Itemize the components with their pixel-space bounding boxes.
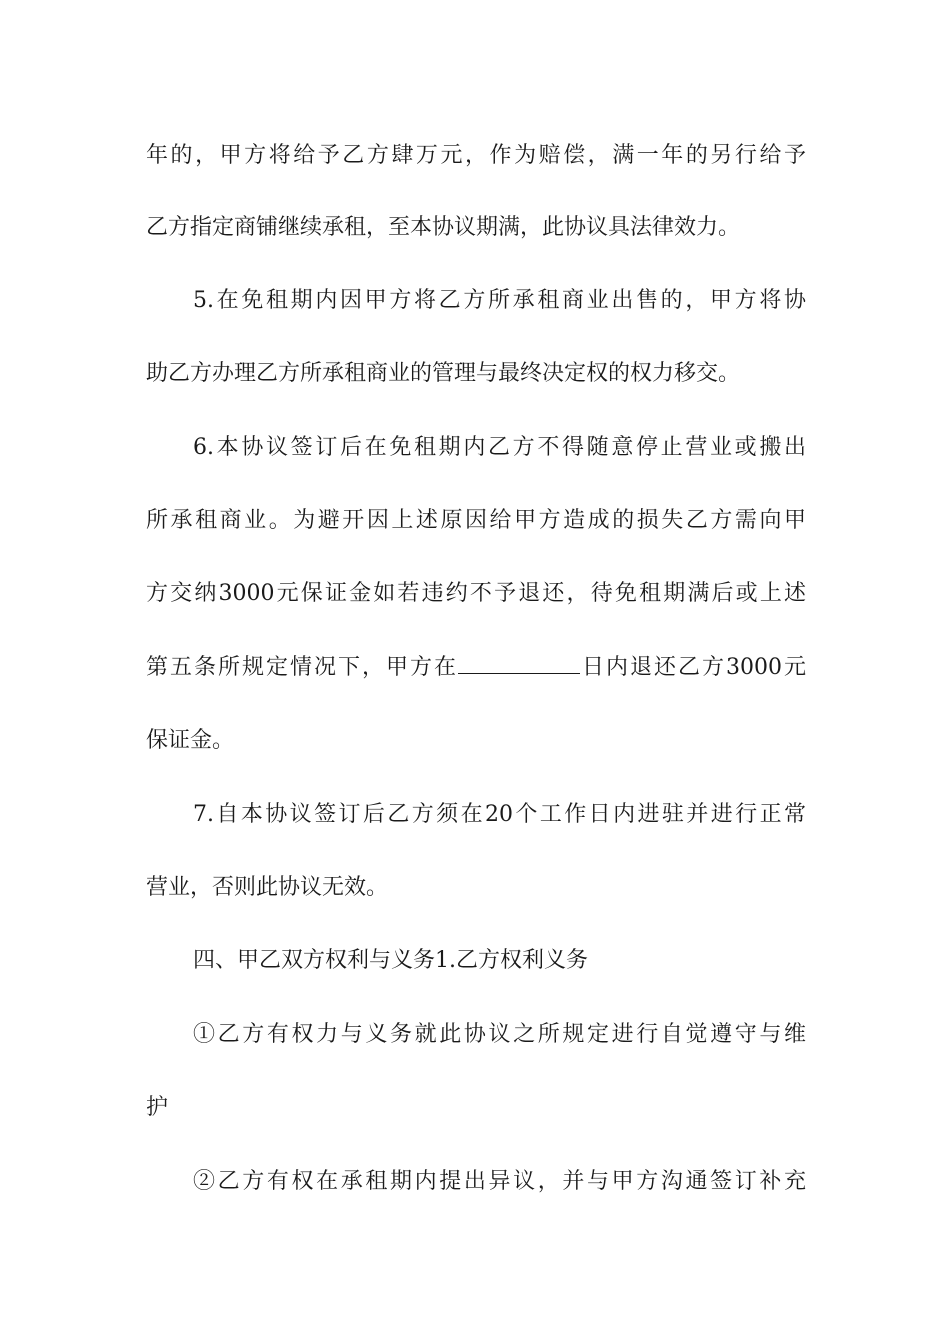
paragraph-line: 护 — [146, 1095, 169, 1120]
clause-6-line: 6.本协议签订后在免租期内乙方不得随意停止营业或搬出 — [193, 435, 806, 460]
paragraph-line: 方交纳3000元保证金如若违约不予退还，待免租期满后或上述 — [146, 581, 806, 606]
paragraph-line: 年的，甲方将给予乙方肆万元，作为赔偿，满一年的另行给予 — [146, 143, 806, 168]
paragraph-line: 助乙方办理乙方所承租商业的管理与最终决定权的权力移交。 — [146, 361, 741, 386]
fill-in-blank — [458, 653, 580, 674]
paragraph-line: 保证金。 — [146, 728, 235, 753]
clause-7-line: 7.自本协议签订后乙方须在20个工作日内进驻并进行正常 — [193, 802, 806, 827]
section-heading: 四、甲乙双方权利与义务1.乙方权利义务 — [193, 948, 588, 973]
clause-5-line: 5.在免租期内因甲方将乙方所承租商业出售的，甲方将协 — [193, 288, 806, 313]
item-1-line: ①乙方有权力与义务就此协议之所规定进行自觉遵守与维 — [193, 1022, 806, 1047]
item-2-line: ②乙方有权在承租期内提出异议，并与甲方沟通签订补充 — [193, 1169, 806, 1194]
paragraph-line: 营业，否则此协议无效。 — [146, 875, 389, 900]
fill-in-suffix: 日内退还乙方3000元 — [580, 655, 806, 680]
paragraph-line: 所承租商业。为避开因上述原因给甲方造成的损失乙方需向甲 — [146, 508, 806, 533]
paragraph-line: 乙方指定商铺继续承租，至本协议期满，此协议具法律效力。 — [146, 215, 741, 240]
fill-in-prefix: 第五条所规定情况下，甲方在 — [146, 655, 458, 680]
fill-in-line — [146, 648, 806, 688]
